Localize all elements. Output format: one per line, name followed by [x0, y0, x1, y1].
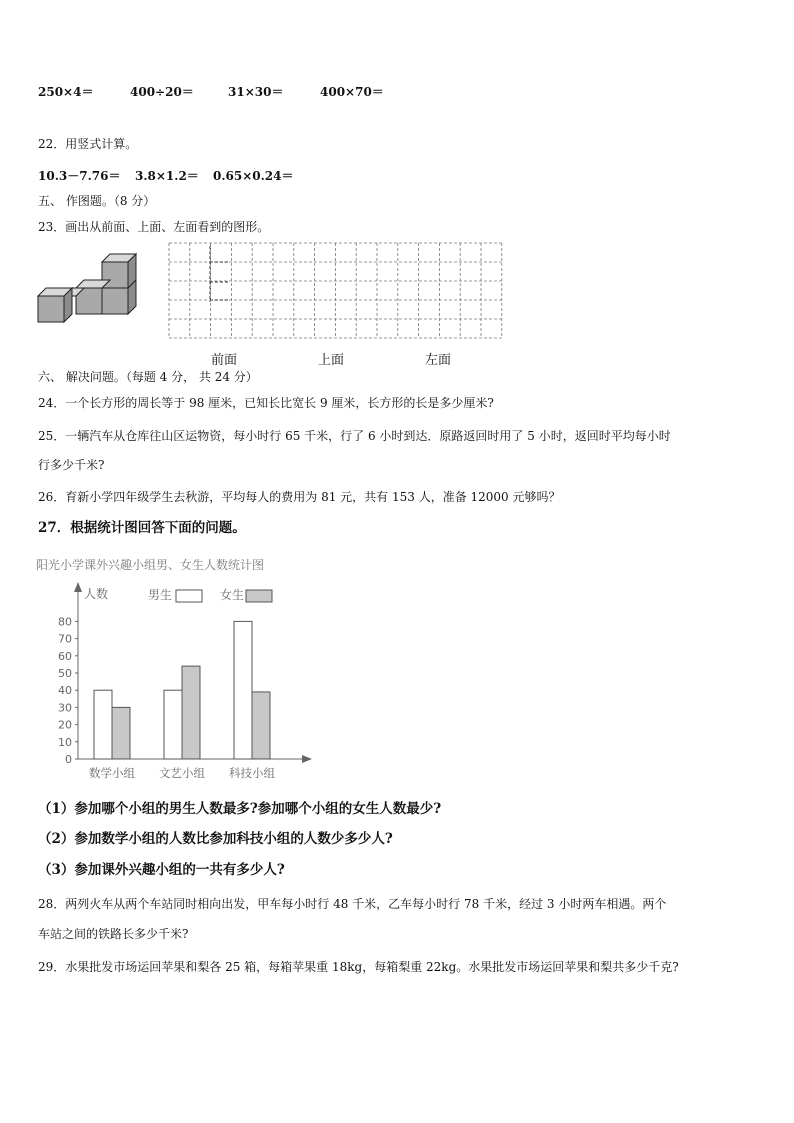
q28-line2: 车站之间的铁路长多少千米? [38, 927, 189, 941]
q27-sub-3: （3）参加课外兴趣小组的一共有多少人? [38, 862, 285, 878]
calc-item: 3.8×1.2＝ [135, 169, 199, 183]
category-label: 科技小组 [229, 766, 275, 780]
q23-title: 23．画出从前面、上面、左面看到的图形。 [38, 220, 270, 234]
cube-stack-figure [36, 250, 146, 330]
bar-female [182, 666, 200, 759]
legend-label-male: 男生 [148, 588, 173, 602]
cube-top-face [38, 288, 84, 296]
q24: 24．一个长方形的周长等于 98 厘米，已知长比宽长 9 厘米，长方形的长是多少厘米? [38, 396, 494, 410]
section-6-heading: 六、 解决问题。（每题 4 分， 共 24 分） [38, 370, 258, 384]
y-tick-label: 0 [65, 753, 72, 766]
y-tick-label: 60 [58, 649, 72, 663]
category-label: 数学小组 [89, 766, 135, 780]
bar-female [252, 692, 270, 759]
q22-items [38, 168, 338, 184]
bar-male [234, 621, 252, 759]
q28-line1: 28．两列火车从两个车站同时相向出发，甲车每小时行 48 千米，乙车每小时行 78 千米，经过 3 小时两车相遇。两个 [38, 897, 667, 911]
q27-sub-2: （2）参加数学小组的人数比参加科技小组的人数少多少人? [38, 831, 393, 847]
bar-chart [30, 552, 320, 784]
y-tick-label: 30 [58, 701, 72, 715]
y-tick-label: 10 [58, 735, 72, 749]
y-axis-arrow [74, 582, 82, 592]
cube-front-face [38, 296, 64, 322]
q25-line1: 25．一辆汽车从仓库往山区运物资，每小时行 65 千米，行了 6 小时到达．原路返回时用了 5 小时，返回时平均每小时 [38, 429, 671, 443]
view-label-top: 上面 [318, 353, 345, 368]
calc-row [38, 84, 438, 100]
q27-sub-1: （1）参加哪个小组的男生人数最多?参加哪个小组的女生人数最少? [38, 801, 442, 817]
q29: 29．水果批发市场运回苹果和梨各 25 箱，每箱苹果重 18kg，每箱梨重 22kg。水果批发市场运回苹果和梨共多少千克? [38, 960, 679, 974]
legend-swatch-male [176, 590, 202, 602]
category-label: 文艺小组 [159, 766, 205, 780]
view-label-front: 前面 [211, 353, 238, 368]
x-axis-arrow [302, 755, 312, 763]
y-tick-label: 40 [58, 684, 72, 698]
calc-item: 31×30＝ [228, 85, 284, 99]
y-tick-label: 20 [58, 718, 72, 732]
cube-front-face [102, 288, 128, 314]
chart-title: 阳光小学课外兴趣小组男、女生人数统计图 [36, 558, 265, 572]
q26: 26．育新小学四年级学生去秋游，平均每人的费用为 81 元，共有 153 人，准备 12000 元够吗？ [38, 490, 561, 504]
bar-male [94, 690, 112, 759]
drawing-grid [168, 242, 506, 340]
calc-item: 250×4＝ [38, 85, 94, 99]
view-label-left: 左面 [425, 353, 452, 368]
y-tick-label: 80 [58, 615, 72, 629]
q25-line2: 行多少千米? [38, 458, 105, 472]
calc-item: 10.3－7.76＝ [38, 169, 121, 183]
bar-male [164, 690, 182, 759]
calc-item: 400÷20＝ [130, 85, 194, 99]
calc-item: 400×70＝ [320, 85, 384, 99]
bar-female [112, 707, 130, 759]
q27-title: 27．根据统计图回答下面的问题。 [38, 520, 246, 536]
legend-label-female: 女生 [220, 588, 245, 602]
y-tick-label: 50 [58, 667, 72, 680]
legend-swatch-female [246, 590, 272, 602]
section-5-heading: 五、 作图题。（8 分） [38, 194, 156, 208]
q22-title: 22．用竖式计算。 [38, 137, 138, 151]
y-axis-label: 人数 [84, 587, 109, 601]
calc-item: 0.65×0.24＝ [213, 169, 294, 183]
y-tick-label: 70 [58, 632, 72, 646]
